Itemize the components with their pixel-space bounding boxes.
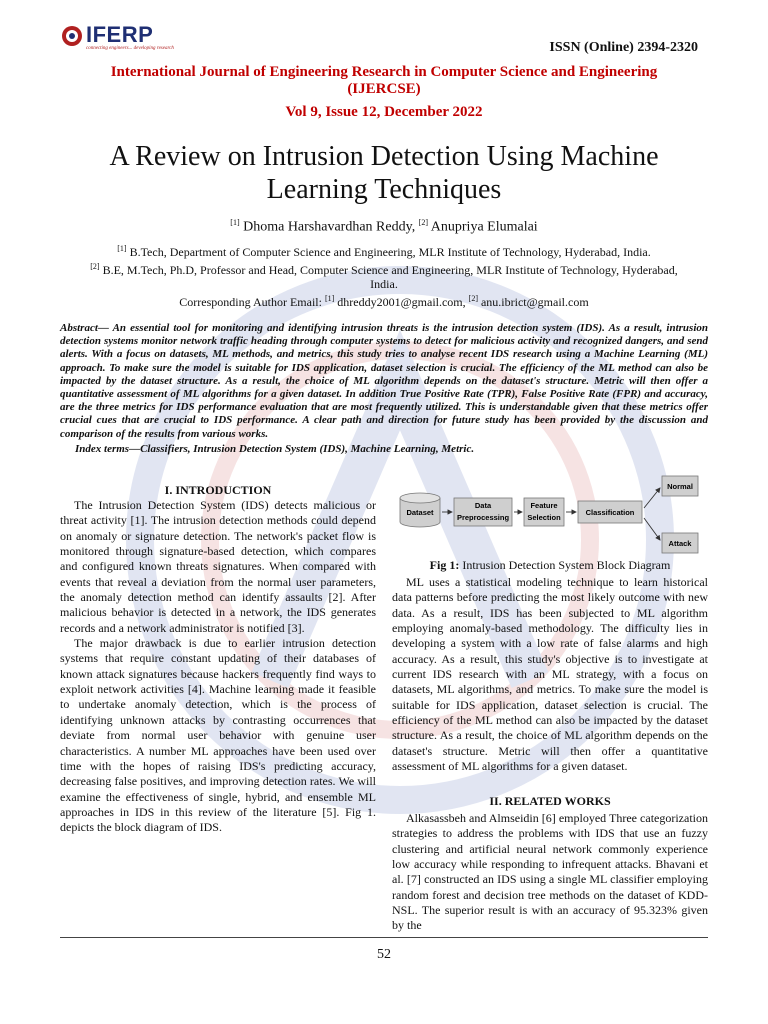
volume-issue: Vol 9, Issue 12, December 2022 [285,104,483,120]
node-feature-label-1: Feature [530,501,558,510]
email1[interactable]: dhreddy2001@gmail.com, [337,294,466,309]
aff2-text: B.E, M.Tech, Ph.D, Professor and Head, Computer Science and Engineering, MLR Institute of Technology, Hyderabad, India. [102,262,678,291]
arrow-4 [644,488,660,508]
intro-paragraph-1: The Intrusion Detection System (IDS) detects malicious or threat activity [1]. The intrusion detection methods could depend on anomaly or signature detection. The network's packet flow is monitored through signature-based detection, which compares and configured known threats signatures. When compared with events that reveal a deviation from the normal user parameters, the anomaly detection method can identify assaults [2]. After malicious behavior is detected in a network, the IDS generates records and a network administrator is notified [3]. [60,498,376,635]
left-column [60,498,376,836]
affiliation-2 [80,260,688,292]
node-attack-label: Attack [668,539,692,548]
author2: Anupriya Elumalai [430,219,538,235]
journal-line-2: (IJERCSE) [347,81,421,97]
node-normal-label: Normal [667,482,693,491]
abstract: Abstract— An essential tool for monitoring and identifying intrusion threats is the intrusion detection system (IDS). As a result, intrusion detection systems monitor network traffic heading through computer systems to detect for malicious activity and recognized dangers, and send alerts. With a focus on datasets, ML methods, and metrics, this study tries to analyse recent IDS research using a Machine Learning (ML) approach. To make sure the model is suitable for IDS application, dataset selection is crucial. The efficiency of the ML method can also be impacted by the dataset structure. As a result, the choice of ML algorithm depends on the dataset's structure. Metric will then offer a quantitative assessment of ML algorithms for a given dataset. In addition True Positive Rate (TPR), False Positive Rate (FPR) and accuracy, are the three metrics for IDS performance evaluation that are most frequently utilized. This is understandable given that these metrics offer crucial cues that are crucial to IDS performance. A clear path and direction for future study has been provided by the discussion and comparison of the results from various works. [60,322,708,440]
author2-marker: [2] [418,218,429,227]
aff1-marker: [1] [117,244,127,253]
logo-globe-icon [60,24,84,48]
section-heading-introduction: I. INTRODUCTION [164,483,272,497]
node-normal [662,476,698,496]
related-paragraph-1: Alkasassbeh and Almseidin [6] employed Three categorization strategies to address the problems with IDS that use an fuzzy clustering and artificial neural network commonly experience low accuracy while responding to infrequent attacks. Bhavani et al. [7] constructed an IDS using a single ML classifier employing random forest and decision tree methods on the dataset of KDD-NSL. The superior result is with an accuracy of 95.323% given by the [392,811,708,933]
node-feature-selection [524,498,564,526]
node-feature-label-2: Selection [527,513,561,522]
journal-line-1: International Journal of Engineering Research in Computer Science and Engineering [110,64,658,80]
affiliation-1 [80,242,688,260]
author1-marker: [1] [230,218,240,227]
ids-block-diagram [392,470,708,560]
figure-caption-label: Fig 1: [429,558,460,572]
node-preprocessing-label-2: Preprocessing [456,513,510,522]
related-works-column [392,811,708,934]
paper-title [60,140,708,206]
publisher-logo [60,22,174,56]
logo-text: IFERP [86,22,154,47]
index-terms: Index terms—Classifiers, Intrusion Detection System (IDS), Machine Learning, Metric. [75,443,475,455]
arrow-5 [644,518,660,540]
footer-rule [60,937,708,938]
title-line-2: Learning Techniques [266,174,502,205]
figure-caption [392,558,708,573]
intro-paragraph-2: The major drawback is due to earlier intrusion detection systems that require constant updating of their databases of known attack signatures because hackers frequently find ways to exploit network activities [4]. Machine learning made it feasible to undertake anomaly detection, which is the process of identifying unknown attacks by contrasting occurrences that deviate from normal user behavior with genuine user characteristics. A number ML approaches have been used over time with the hopes of raising IDS's predicting accuracy, decreasing false positives, and improving detection rates. We will examine the effectiveness of single, hybrid, and ensemble ML approaches in IDS in this review of the literature [5]. Fig 1. depicts the block diagram of IDS. [60,636,376,835]
node-dataset-label: Dataset [406,508,434,517]
page-number: 52 [377,947,391,962]
authors [0,218,768,236]
journal-name [80,64,688,98]
corresponding-email [80,292,688,310]
logo-tagline: connecting engineers... developing research [86,46,174,51]
node-attack [662,533,698,553]
email2-marker: [2] [468,293,478,303]
issn: ISSN (Online) 2394-2320 [549,40,698,55]
aff1-text: B.Tech, Department of Computer Science and Engineering, MLR Institute of Technology, Hyderabad, India. [129,245,651,259]
title-line-1: A Review on Intrusion Detection Using Machine [109,141,659,172]
email1-marker: [1] [324,293,335,303]
author1: Dhoma Harshavardhan Reddy, [243,219,416,235]
node-preprocessing-label-1: Data [474,501,492,510]
node-preprocessing [454,498,512,526]
right-paragraph-1: ML uses a statistical modeling technique to learn historical data patterns before predicting the most likely outcome with new data. As a result, IDS has been subjected to ML algorithm employing anomaly-based methodology. The difficulty lies in developing a system with a low rate of false alarms and high accuracy. As a result, this study's objective is to investigate at current IDS research with an ML strategy, with a focus on datasets, ML algorithms, and metrics. To make sure the model is suitable for IDS application, dataset selection is crucial. The efficiency of the ML method can also be impacted by the dataset structure. As a result, the choice of ML algorithm depends on the dataset's structure. Metric will then offer a quantitative assessment of ML algorithms for a given dataset. [392,575,708,774]
affiliations [80,242,688,309]
figure-caption-text: Intrusion Detection System Block Diagram [462,558,671,572]
right-column [392,575,708,774]
section-heading-related-works: II. RELATED WORKS [489,794,611,808]
node-dataset [400,493,440,527]
aff2-marker: [2] [90,261,100,271]
email2[interactable]: anu.ibrict@gmail.com [480,294,589,309]
node-classification [578,501,642,523]
node-classification-label: Classification [585,508,635,517]
email-label: Corresponding Author Email: [179,294,322,309]
